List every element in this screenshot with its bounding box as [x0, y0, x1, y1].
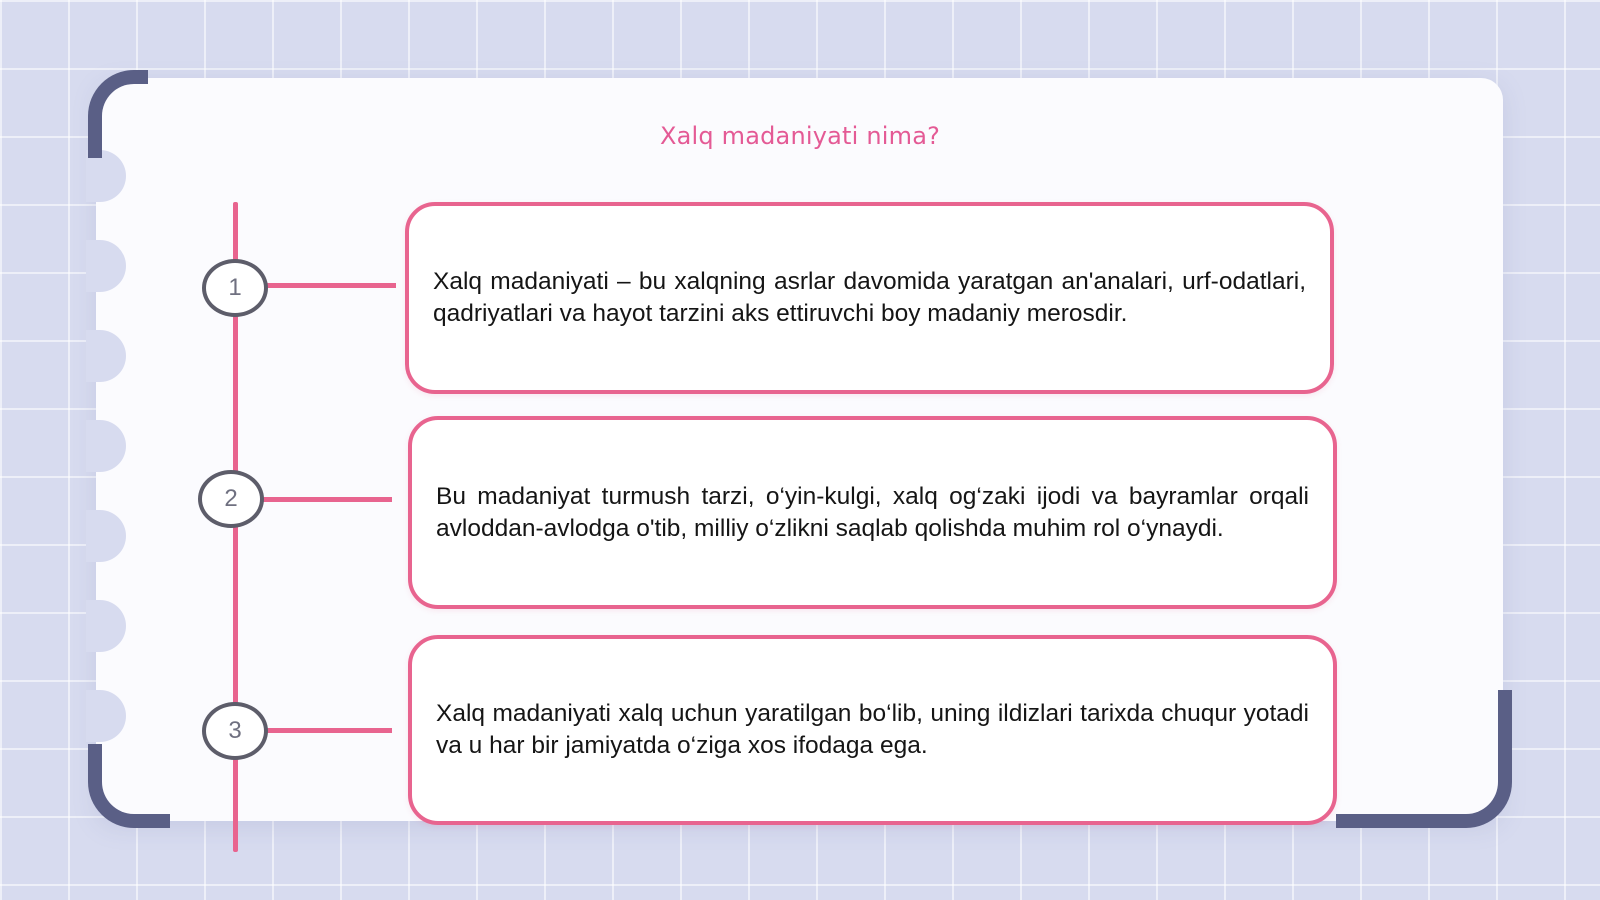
step-connector — [258, 497, 392, 502]
frame-corner-bottom-right — [1336, 690, 1512, 828]
step-card — [408, 635, 1337, 825]
step-text: Xalq madaniyati – bu xalqning asrlar davomida yaratgan an'analari, urf-odatlari, qadriyatlari va hayot tarzini aks ettiruvchi boy madaniy merosdir. — [433, 268, 1306, 327]
frame-corner-bottom-left — [88, 744, 170, 828]
step-number: 3 — [228, 717, 242, 744]
step-text: Bu madaniyat turmush tarzi, o‘yin-kulgi, xalq og‘zaki ijodi va bayramlar orqali avloddan-avlodga o'tib, milliy o‘zlikni saqlab qolishda muhim rol o‘ynaydi. — [436, 482, 1309, 542]
step-number-badge — [202, 702, 268, 760]
step-number: 1 — [228, 274, 242, 301]
step-card — [408, 416, 1337, 609]
step-number-badge — [202, 259, 268, 317]
step-card — [405, 202, 1334, 394]
step-number-badge — [198, 470, 264, 528]
step-text: Xalq madaniyati xalq uchun yaratilgan bo‘lib, uning ildizlari tarixda chuqur yotadi va u har bir jamiyatda o‘ziga xos ifodaga ega. — [436, 700, 1309, 759]
step-connector — [262, 728, 392, 733]
step-number: 2 — [224, 485, 238, 512]
frame-corner-top-left — [88, 70, 148, 158]
step-connector — [262, 283, 396, 288]
slide-title: Xalq madaniyati nima? — [659, 122, 941, 150]
